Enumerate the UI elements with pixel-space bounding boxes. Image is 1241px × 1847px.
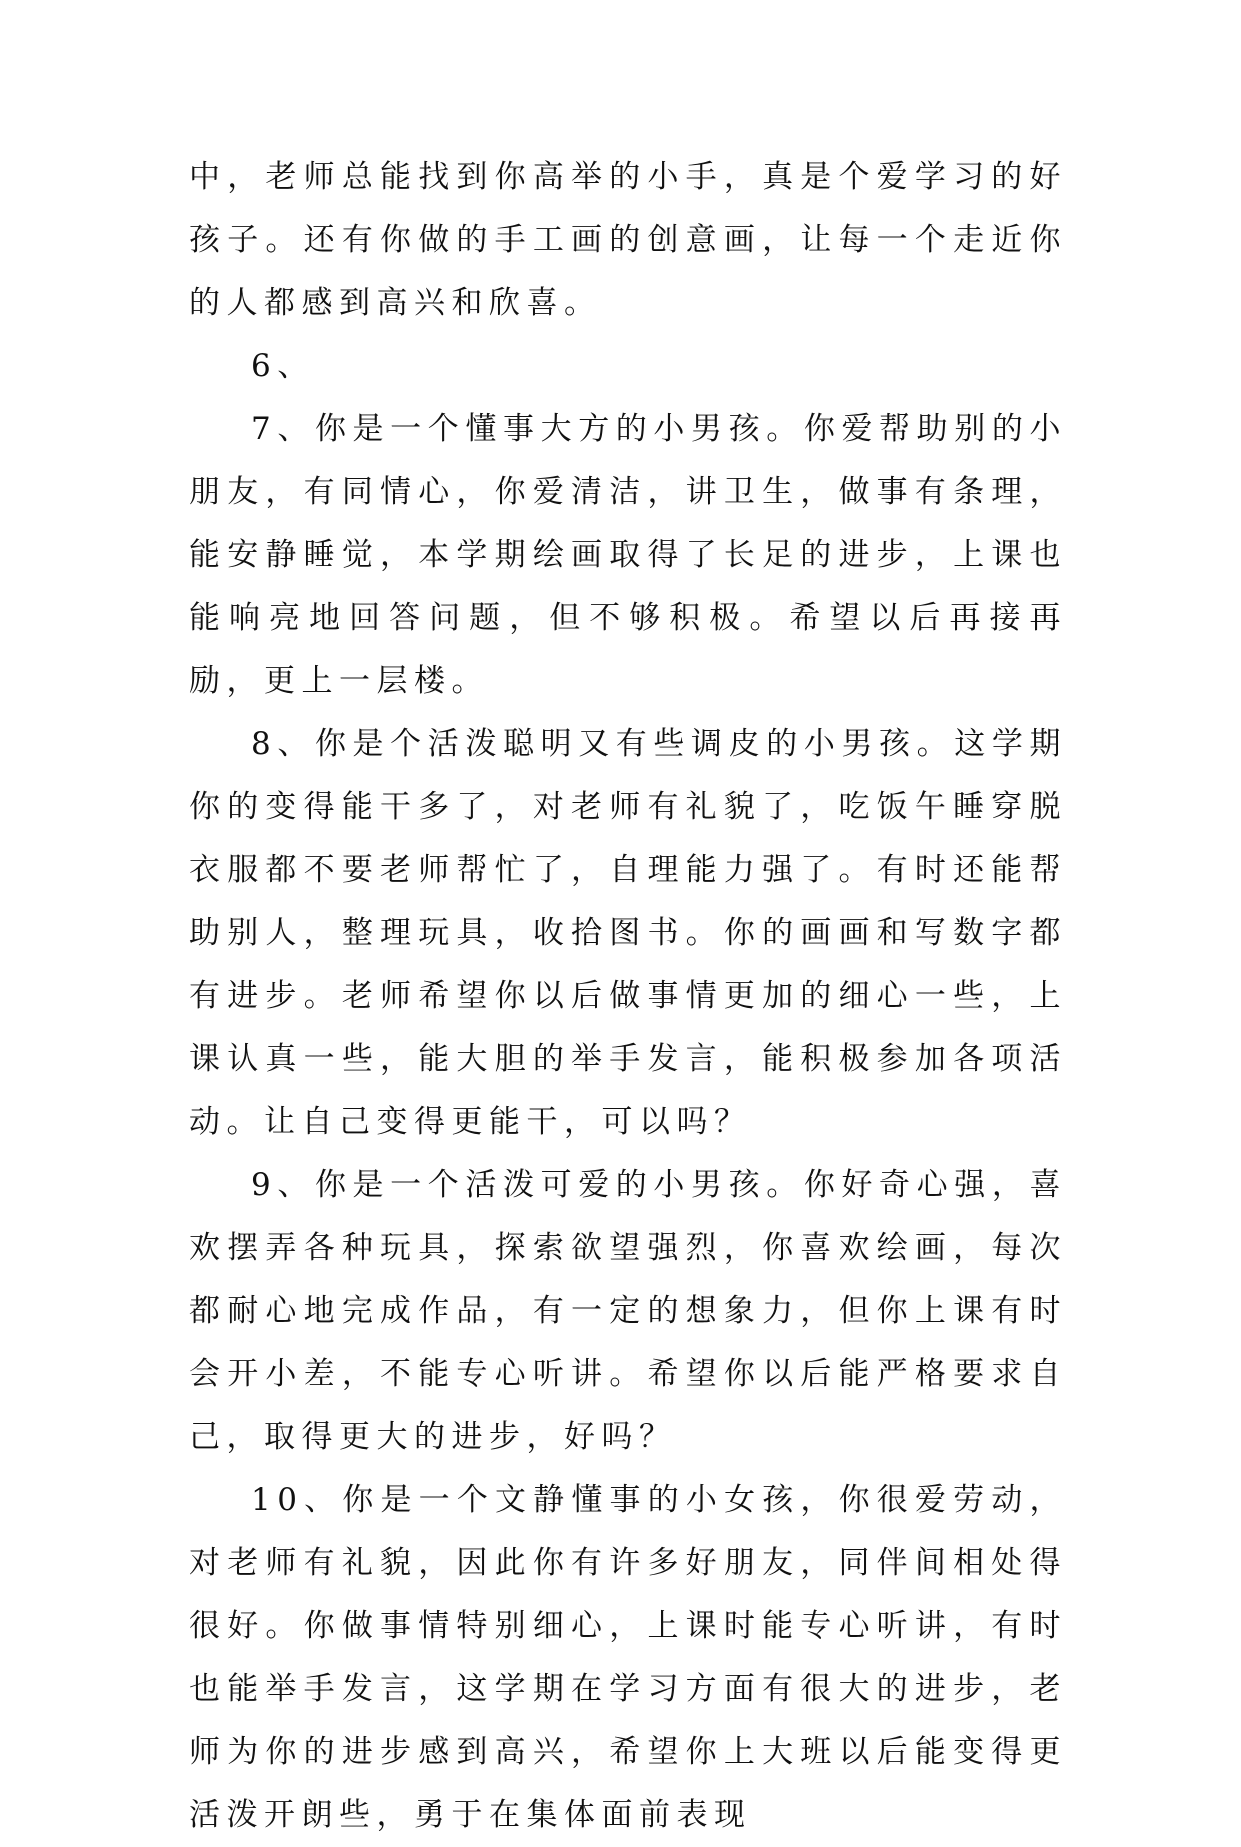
paragraph-continuation: 中，老师总能找到你高举的小手，真是个爱学习的好孩子。还有你做的手工画的创意画，让每一个走近你的人都感到高兴和欣喜。 — [189, 159, 1067, 321]
document-body — [189, 146, 1067, 1847]
paragraph-item-8: 8、你是个活泼聪明又有些调皮的小男孩。这学期你的变得能干多了，对老师有礼貌了，吃饭午睡穿脱衣服都不要老师帮忙了，自理能力强了。有时还能帮助别人，整理玩具，收拾图书。你的画画和写数字都有进步。老师希望你以后做事情更加的细心一些，上课认真一些，能大胆的举手发言，能积极参加各项活动。让自己变得更能干，可以吗？ — [189, 726, 1067, 1140]
paragraph-item-10: 10、你是一个文静懂事的小女孩，你很爱劳动，对老师有礼貌，因此你有许多好朋友，同伴间相处得很好。你做事情特别细心，上课时能专心听讲，有时也能举手发言，这学期在学习方面有很大的进步，老师为你的进步感到高兴，希望你上大班以后能变得更活泼开朗些，勇于在集体面前表现 — [189, 1482, 1067, 1833]
paragraph-item-7: 7、你是一个懂事大方的小男孩。你爱帮助别的小朋友，有同情心，你爱清洁，讲卫生，做事有条理，能安静睡觉，本学期绘画取得了长足的进步，上课也能响亮地回答问题，但不够积极。希望以后再接再励，更上一层楼。 — [189, 411, 1067, 699]
paragraph-item-9: 9、你是一个活泼可爱的小男孩。你好奇心强，喜欢摆弄各种玩具，探索欲望强烈，你喜欢绘画，每次都耐心地完成作品，有一定的想象力，但你上课有时会开小差，不能专心听讲。希望你以后能严格要求自己，取得更大的进步，好吗？ — [189, 1167, 1067, 1455]
paragraph-item-6: 6、 — [251, 348, 315, 384]
